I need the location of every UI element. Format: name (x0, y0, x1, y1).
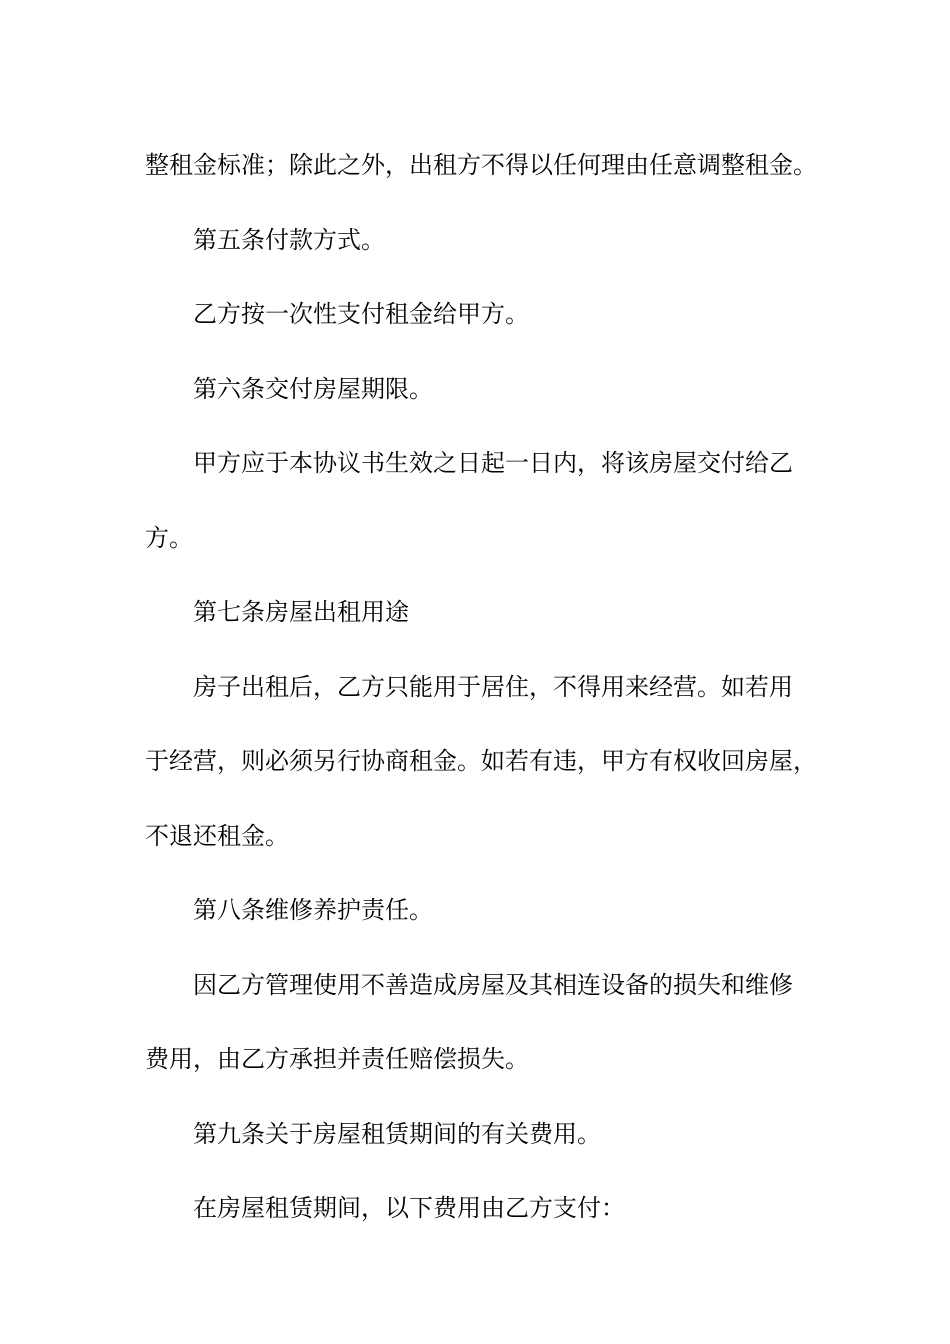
article-7-heading: 第七条房屋出租用途 (193, 598, 409, 626)
article-8-text-line-2: 费用，由乙方承担并责任赔偿损失。 (145, 1045, 529, 1073)
article-8-text-line-1: 因乙方管理使用不善造成房屋及其相连设备的损失和维修 (193, 970, 793, 999)
article-9-heading: 第九条关于房屋租赁期间的有关费用。 (193, 1119, 601, 1148)
article-5-text: 乙方按一次性支付租金给甲方。 (193, 300, 529, 328)
paragraph-continuation-rent-adjustment: 整租金标准；除此之外，出租方不得以任何理由任意调整租金。 (145, 151, 817, 179)
article-6-heading: 第六条交付房屋期限。 (193, 374, 433, 403)
article-8-heading: 第八条维修养护责任。 (193, 896, 433, 924)
article-6-text-line-2: 方。 (145, 523, 193, 552)
document-body (145, 128, 845, 1246)
article-7-text-line-2: 于经营，则必须另行协商租金。如若有违，甲方有权收回房屋， (145, 747, 817, 775)
article-7-text-line-1: 房子出租后，乙方只能用于居住，不得用来经营。如若用 (193, 672, 793, 701)
article-7-text-line-3: 不退还租金。 (145, 821, 289, 850)
article-6-text-line-1: 甲方应于本协议书生效之日起一日内，将该房屋交付给乙 (193, 449, 793, 477)
article-5-heading: 第五条付款方式。 (193, 225, 385, 254)
article-9-text: 在房屋租赁期间，以下费用由乙方支付： (193, 1194, 625, 1222)
